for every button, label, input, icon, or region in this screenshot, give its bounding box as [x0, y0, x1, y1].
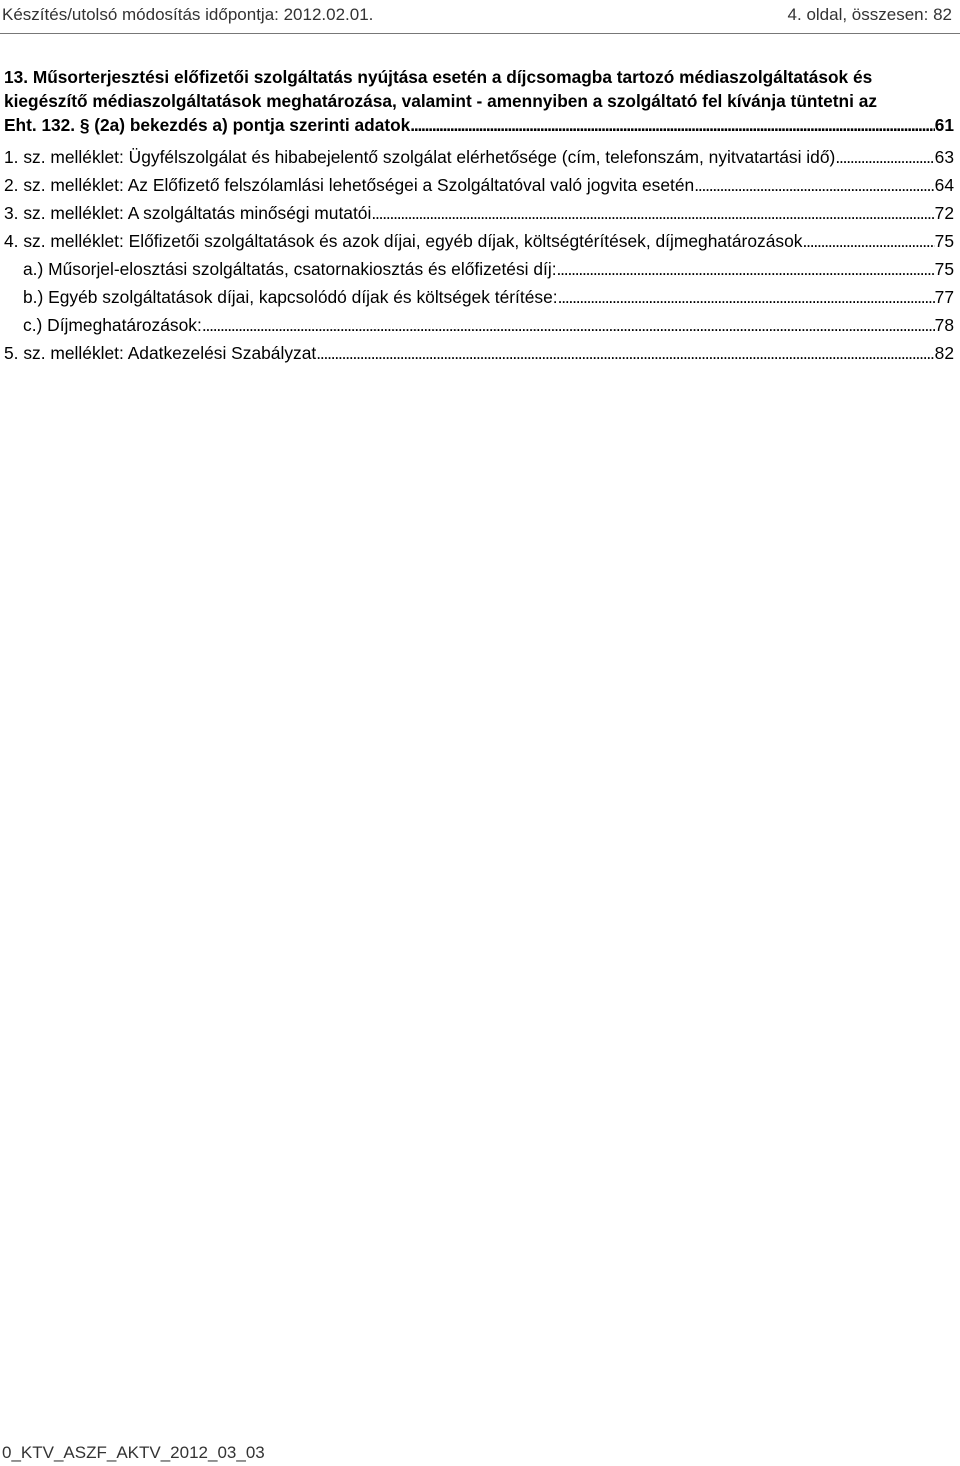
toc-leader-dots: [802, 229, 934, 253]
toc-leader-dots: [835, 145, 934, 169]
toc-leader-dots: [557, 257, 935, 281]
table-of-contents: [4, 65, 954, 369]
toc-entry-13-page: 61: [934, 115, 954, 135]
toc-leader-dots: [371, 201, 934, 225]
page-header: [2, 5, 952, 31]
toc-entry-page: 75: [934, 259, 954, 279]
toc-entry-label: a.) Műsorjel-elosztási szolgáltatás, csatornakiosztás és előfizetési díj:: [23, 259, 557, 279]
toc-entry-13[interactable]: [4, 65, 954, 137]
toc-entry-label: 1. sz. melléklet: Ügyfélszolgálat és hibabejelentő szolgálat elérhetősége (cím, telefonszám, nyitvatartási idő): [4, 147, 836, 167]
toc-entry-annex-3[interactable]: [4, 201, 954, 225]
toc-leader-dots: [558, 285, 935, 309]
toc-entry-annex-4b[interactable]: [4, 285, 954, 309]
toc-entry-label: 5. sz. melléklet: Adatkezelési Szabályzat: [4, 343, 317, 363]
toc-leader-dots: [694, 173, 934, 197]
toc-entry-label: c.) Díjmeghatározások:: [23, 315, 202, 335]
toc-entry-page: 63: [934, 147, 954, 167]
header-divider: [0, 33, 960, 34]
toc-entry-page: 82: [934, 343, 954, 363]
toc-leader-dots: [202, 313, 935, 337]
toc-entry-13-label: Eht. 132. § (2a) bekezdés a) pontja szerinti adatok: [4, 115, 411, 135]
toc-entry-annex-4[interactable]: [4, 229, 954, 253]
toc-entry-label: 4. sz. melléklet: Előfizetői szolgáltatások és azok díjai, egyéb díjak, költségtérítések, díjmeghatározások: [4, 231, 803, 251]
toc-leader-dots: [410, 113, 935, 137]
toc-entry-page: 75: [934, 231, 954, 251]
toc-entry-13-line-2: kiegészítő médiaszolgáltatások meghatározása, valamint - amennyiben a szolgáltató fel kívánja tüntetni az: [4, 91, 877, 111]
toc-entry-annex-1[interactable]: [4, 145, 954, 169]
toc-entry-page: 72: [934, 203, 954, 223]
toc-entry-page: 77: [934, 287, 954, 307]
toc-entry-13-line-1: 13. Műsorterjesztési előfizetői szolgáltatás nyújtása esetén a díjcsomagba tartozó médiaszolgáltatások és: [4, 67, 873, 87]
toc-entry-annex-4a[interactable]: [4, 257, 954, 281]
toc-entry-annex-4c[interactable]: [4, 313, 954, 337]
toc-entry-label: 3. sz. melléklet: A szolgáltatás minőségi mutatói: [4, 203, 372, 223]
toc-entry-annex-5[interactable]: [4, 341, 954, 365]
toc-entry-13-line-3: [4, 113, 954, 137]
header-page-count: 4. oldal, összesen: 82: [787, 5, 952, 24]
toc-entry-page: 64: [934, 175, 954, 195]
toc-entry-label: b.) Egyéb szolgáltatások díjai, kapcsolódó díjak és költségek térítése:: [23, 287, 558, 307]
toc-entry-label: 2. sz. melléklet: Az Előfizető felszólamlási lehetőségei a Szolgáltatóval való jogvita esetén: [4, 175, 695, 195]
header-date: Készítés/utolsó módosítás időpontja: 2012.02.01.: [2, 5, 374, 24]
page-footer: 0_KTV_ASZF_AKTV_2012_03_03: [2, 1443, 265, 1462]
toc-leader-dots: [316, 341, 934, 365]
toc-entry-annex-2[interactable]: [4, 173, 954, 197]
toc-entry-page: 78: [934, 315, 954, 335]
